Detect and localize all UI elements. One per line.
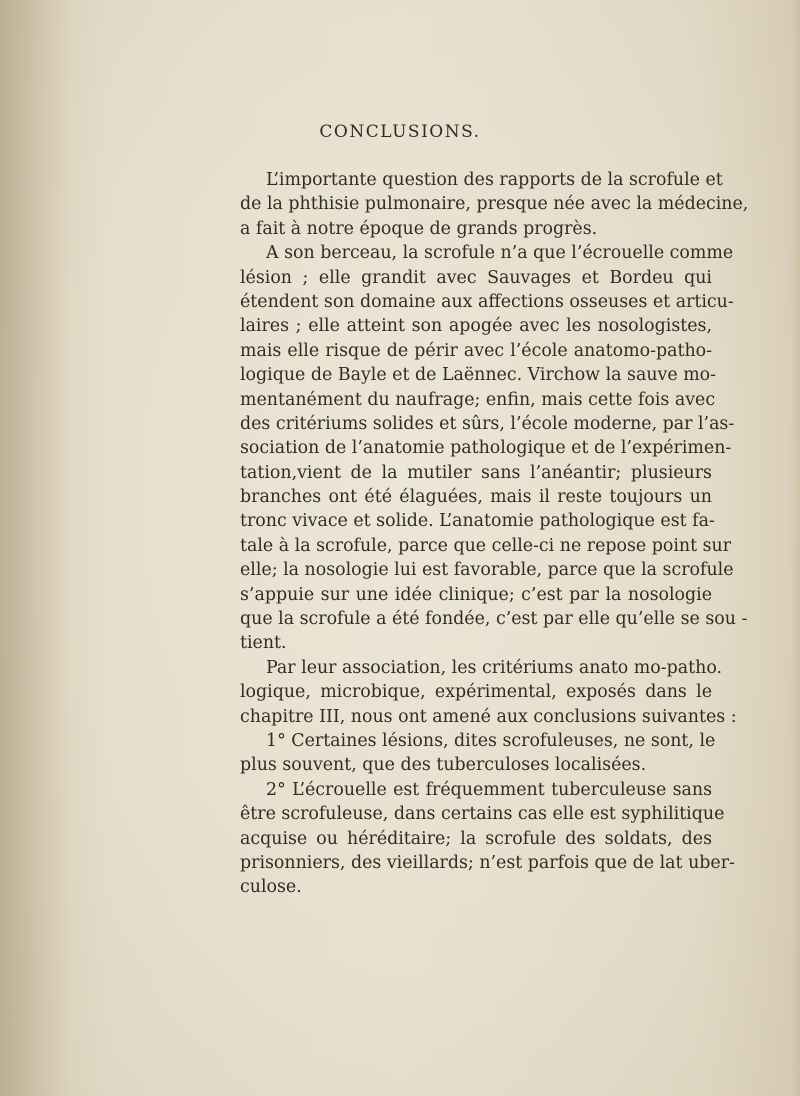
text-line: prisonniers, des vieillards; n’est parfois que de lat uber-: [240, 852, 735, 873]
text-line: acquise ou héréditaire; la scrofule des soldats, des: [240, 828, 712, 849]
paragraph-1: [240, 168, 749, 241]
text-line: plus souvent, que des tuberculoses localisées.: [240, 755, 647, 776]
page-edge-shadow: [0, 0, 70, 1096]
text-line: tation,vient de la mutiler sans l’anéantir; plusieurs: [240, 462, 712, 483]
text-line: mentanément du naufrage; enfin, mais cette fois avec: [240, 389, 716, 410]
text-line: branches ont été élaguées, mais il reste toujours un: [240, 487, 712, 508]
text-line: des critériums solides et sûrs, l’école moderne, par l’as-: [240, 413, 735, 434]
text-line: a fait à notre époque de grands progrès.: [240, 218, 598, 239]
conclusion-2: [240, 778, 735, 900]
text-line: laires ; elle atteint son apogée avec les nosologistes,: [240, 316, 712, 337]
text-line: de la phthisie pulmonaire, presque née avec la médecine,: [240, 194, 749, 215]
paragraph-3: [240, 656, 737, 729]
text-line: 1° Certaines lésions, dites scrofuleuses, ne sont, le: [266, 730, 716, 751]
text-line: elle; la nosologie lui est favorable, parce que la scrofule: [240, 560, 734, 581]
text-line: chapitre III, nous ont amené aux conclusions suivantes :: [240, 706, 737, 727]
text-line: Par leur association, les critériums anato mo-patho.: [266, 657, 723, 678]
text-line: mais elle risque de périr avec l’école anatomo-patho-: [240, 340, 712, 361]
text-line: logique de Bayle et de Laënnec. Virchow la sauve mo-: [240, 365, 717, 386]
conclusion-1: [240, 729, 716, 778]
body-text: [240, 168, 749, 900]
paragraph-2: [240, 241, 748, 656]
text-line: que la scrofule a été fondée, c’est par elle qu’elle se sou -: [240, 609, 748, 630]
text-line: être scrofuleuse, dans certains cas elle est syphilitique: [240, 804, 725, 825]
text-line: étendent son domaine aux affections osseuses et articu-: [240, 291, 734, 312]
text-line: tale à la scrofule, parce que celle-ci ne repose point sur: [240, 535, 732, 556]
text-line: lésion ; elle grandit avec Sauvages et Bordeu qui: [240, 267, 712, 288]
chapter-heading: CONCLUSIONS.: [319, 122, 481, 142]
text-line: logique, microbique, expérimental, exposés dans le: [240, 682, 712, 703]
text-line: L’importante question des rapports de la scrofule et: [266, 170, 723, 190]
text-line: tient.: [240, 633, 287, 654]
text-line: s’appuie sur une idée clinique; c’est par la nosologie: [240, 584, 712, 605]
text-line: sociation de l’anatomie pathologique et de l’expérimen-: [240, 438, 732, 459]
text-line: tronc vivace et solide. L’anatomie pathologique est fa-: [240, 511, 715, 532]
text-line: culose.: [240, 877, 302, 898]
text-line: 2° L’écrouelle est fréquemment tuberculeuse sans: [266, 779, 712, 800]
text-line: A son berceau, la scrofule n’a que l’écrouelle comme: [266, 243, 734, 264]
